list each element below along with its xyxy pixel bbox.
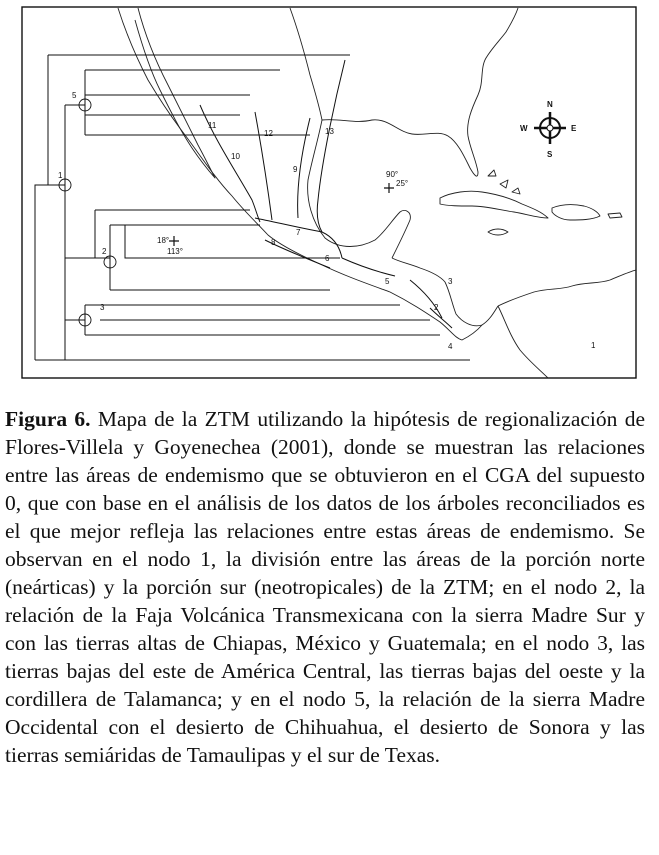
jamaica [488, 229, 508, 235]
coordinate-marker-gulf [384, 170, 408, 193]
us-gulf-coast [322, 8, 518, 176]
baja-california [135, 8, 215, 178]
area-label-12: 12 [264, 129, 273, 138]
area-boundary-c [298, 118, 310, 218]
compass-n: N [547, 100, 553, 109]
area-boundary-e [255, 218, 342, 258]
cuba [440, 191, 548, 218]
area-label-1: 1 [591, 341, 596, 350]
bahamas-1 [488, 170, 496, 176]
node-label-2: 2 [102, 247, 107, 256]
node-label-3: 3 [100, 303, 105, 312]
area-label-11: 11 [208, 121, 217, 130]
area-boundary-d [317, 60, 345, 232]
clade-root [35, 105, 65, 360]
figure-label: Figura 6. [5, 407, 91, 431]
coord-lon-gulf: 90° [386, 170, 399, 179]
area-boundary-g [342, 258, 395, 276]
area-label-6: 6 [325, 254, 330, 263]
area-label-4: 4 [448, 342, 453, 351]
caribbean-coastline [392, 258, 498, 326]
coord-lon-pacific: 113° [167, 247, 183, 256]
south-america-coast-2 [498, 306, 548, 378]
gulf-coastline [290, 8, 410, 258]
area-label-13: 13 [325, 127, 334, 136]
node-label-5: 5 [72, 91, 77, 100]
area-label-8: 8 [271, 238, 276, 247]
area-label-9: 9 [293, 165, 298, 174]
area-boundary-h [410, 280, 442, 318]
area-label-2: 2 [434, 303, 439, 312]
area-label-10: 10 [231, 152, 240, 161]
puerto-rico [608, 213, 622, 218]
coord-lat-gulf: 25° [396, 179, 409, 188]
clade-node-5 [65, 70, 310, 135]
area-label-5: 5 [385, 277, 390, 286]
coord-lat-pacific: 18° [157, 236, 170, 245]
south-america-coast [498, 270, 636, 306]
area-label-3: 3 [448, 277, 453, 286]
figure-caption [5, 405, 645, 769]
area-label-7: 7 [296, 228, 301, 237]
caption-text: Mapa de la ZTM utilizando la hipótesis de regionalización de Flores-Villela y Goyenechea (2001), donde se muestran las relaciones entre las áreas de endemismo que se obtuvieron en el CGA del supuesto 0, que con base en el análisis de los datos de los árboles reconciliados es el que mejor refleja las relaciones entre estas áreas de endemismo. Se observan en el nodo 1, la división entre las áreas de la porción norte (neárticas) y la porción sur (neotropicales) de la ZTM; en el nodo 2, la relación de la Faja Volcánica Transmexicana con la sierra Madre Sur y con las tierras altas de Chiapas, México y Guatemala; en el nodo 3, las tierras bajas del este de América Central, las tierras bajas del oeste y la cordillera de Talamanca; y en el nodo 5, la relación de la sierra Madre Occidental con el desierto de Chihuahua, el desierto de Sonora y las tierras semiáridas de Tamaulipas y el sur de Texas. [5, 407, 645, 767]
compass-s: S [547, 150, 553, 159]
coordinate-marker-pacific [157, 236, 183, 256]
bahamas-2 [500, 180, 508, 188]
endemism-map-figure [0, 0, 659, 385]
compass-w: W [520, 124, 528, 133]
clade-north-box [48, 55, 350, 185]
compass-e: E [571, 124, 577, 133]
compass-rose [520, 100, 577, 159]
map-frame [22, 7, 636, 378]
hispaniola [552, 205, 600, 220]
bahamas-3 [512, 188, 520, 194]
node-label-1: 1 [58, 171, 63, 180]
